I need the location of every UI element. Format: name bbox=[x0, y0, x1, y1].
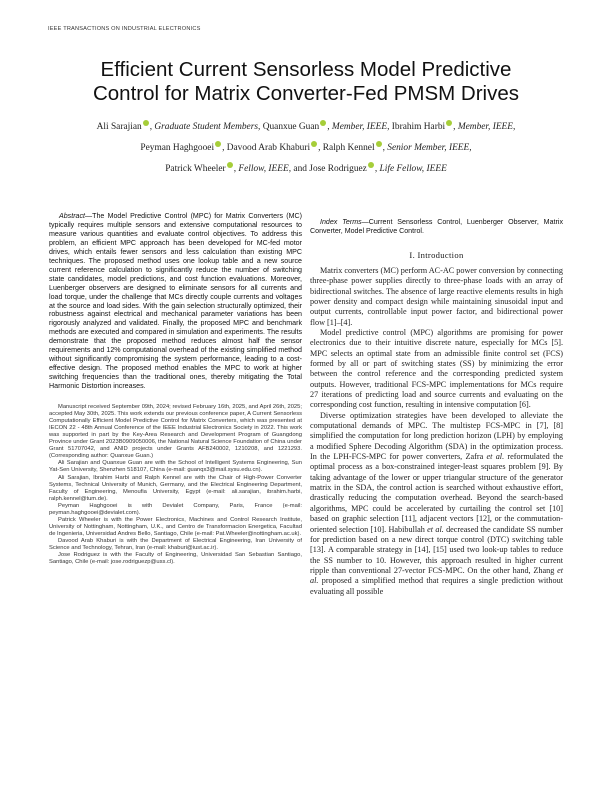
index-terms-label: Index Terms bbox=[320, 218, 362, 226]
intro-paragraph-2: Model predictive control (MPC) algorithms are promising for power electronics due to their intuitive discrete nature, especially for MCs [5]. MPC selects an optimal state from an admissible finite control set (FCS) formed by all or part of switching states (SS) by minimizing the error between the control reference and the corresponding predicted system outputs. However, traditional FCS-MPC implementations for MCs require 27 iterations of predicting load and source currents and evaluating on the corresponding cost function, resulting in intensive computation [6]. bbox=[310, 327, 563, 410]
intro-paragraph-3 bbox=[310, 411, 563, 597]
abstract-text: —The Model Predictive Control (MPC) for Matrix Converters (MC) typically requires multiple sensors and extensive computational resources to measure various quantities and evaluate control objectives. To address this problem, an efficient MPC approach has been developed for MC-fed motor drives, which entails fewer sensors and less calculation than existing MPC techniques. The proposed method uses one lookup table and a new source current reference calculation to significantly reduce the number of switching state candidates, model predictions, and cost function evaluations. Moreover, Luenberger observers are designed to eliminate sensors for all currents and load torque, under the challenge that MCs directly couple currents and voltages at the source and load sides. With the gain selection structurally optimized, their robustness against electrical and mechanical parameter variations has been rigorously analyzed and validated. Finally, the proposed MPC and benchmark methods are executed and compared in simulation and experiments. The results demonstrate that the proposed method reduces almost half the sensor requirements and 12% computational overhead of the existing simplified method without significantly compromising the system performance, leading to a cost-effective design. The proposed method enables the MPC to work at higher switching frequencies than the traditional ones, thereby mitigating the Total Harmonic Distortion increases. bbox=[49, 212, 302, 391]
et-al: et al. bbox=[310, 565, 563, 586]
orcid-icon[interactable] bbox=[311, 141, 317, 147]
author-name: Patrick Wheeler bbox=[165, 164, 226, 174]
footnote-affiliation: Patrick Wheeler is with the Power Electronics, Machines and Control Research Institute, University of Nottingham, Nottingham, U.K., and Centro de Transformacion Energetica, Facultad de Ingenieria, Universidad Andres Bello, Santiago, Chile (e-mail: Pat.Wheeler@nottingham.ac.uk). bbox=[49, 516, 302, 537]
author-name: Quanxue Guan bbox=[262, 122, 320, 132]
footnote-affiliation: Ali Sarajian and Quanxue Guan are with the School of Intelligent Systems Engineering, Sun Yat-Sen University, Shenzhen 518107, China (e-mail: guanqx3@mail.sysu.edu.cn). bbox=[49, 460, 302, 474]
author-membership: Fellow, IEEE, bbox=[238, 164, 292, 174]
title-line-1: Efficient Current Sensorless Model Predictive bbox=[100, 58, 512, 81]
footnote-affiliation: Ali Sarajian, Ibrahim Harbi and Ralph Kennel are with the Chair of High-Power Converter Systems, Technical University of Munich, Germany, and the Electrical Engineering Department, Faculty of Engineering, Menoufia University, Egypt (e-mail: ali.sarajian, ibrahim.harbi, ralph.kennel@tum.de). bbox=[49, 474, 302, 502]
text-run: proposed a simplified method that requires a single prediction without evaluating all possible bbox=[310, 576, 563, 596]
author-list bbox=[28, 117, 584, 180]
author-membership: Life Fellow, IEEE bbox=[379, 164, 447, 174]
orcid-icon[interactable] bbox=[143, 120, 149, 126]
orcid-icon[interactable] bbox=[376, 141, 382, 147]
et-al: et al. bbox=[486, 452, 505, 462]
author-membership: Member, IEEE, bbox=[331, 122, 390, 132]
author-name: Ali Sarajian bbox=[96, 122, 142, 132]
author-conjunction: and bbox=[293, 164, 307, 174]
footnotes bbox=[49, 404, 302, 566]
footnote-manuscript: Manuscript received September 09th, 2024; revised February 16th, 2025, and April 26th, 2025; accepted May 30th, 2025. This work extends our previous conference paper, A Current Sensorless Computationally Efficient Model Predictive Control for Matrix Converters, which was presented at IECON 22 - 48th Annual Conference of the IEEE Industrial Electronics Society in 2022. This work was supported in part by the Key-Area Research and Development Program of Guangdong Province under Grant 2023B0909050006, the National Natural Science Foundation of China under Grant 51707042, and ANID projects under Grants AFB240002, 1210208, and 1221293. (Corresponding author: Quanxue Guan.) bbox=[49, 404, 302, 460]
title-line-2: Control for Matrix Converter-Fed PMSM Drives bbox=[92, 82, 520, 105]
author-name: Jose Rodriguez bbox=[309, 164, 367, 174]
section-heading: I. Introduction bbox=[409, 249, 464, 260]
footnote-affiliation: Jose Rodriguez is with the Faculty of Engineering, Universidad San Sebastian Santiago, Santiago, Chile (e-mail: jose.rodriguezp@uss.cl). bbox=[49, 552, 302, 566]
orcid-icon[interactable] bbox=[446, 120, 452, 126]
author-name: Davood Arab Khaburi bbox=[226, 143, 311, 153]
right-column bbox=[310, 212, 563, 597]
orcid-icon[interactable] bbox=[368, 162, 374, 168]
orcid-icon[interactable] bbox=[215, 141, 221, 147]
journal-header: IEEE TRANSACTIONS ON INDUSTRIAL ELECTRONICS bbox=[48, 26, 201, 32]
intro-paragraph-1: Matrix converters (MC) perform AC-AC power conversion by connecting three-phase power supplies directly to three-phase loads with an array of bidirectional switches. The absence of large reactive elements results in high power density and compact design while maintaining sinusoidal input and output currents, controllable input power factor, and bidirectional power flow [1]–[4]. bbox=[310, 265, 563, 327]
abstract-label: Abstract bbox=[59, 212, 86, 220]
paper-title bbox=[40, 58, 572, 106]
index-terms-text: —Current Sensorless Control, Luenberger Observer, Matrix Converter, Model Predictive Control. bbox=[310, 218, 563, 235]
author-name: Peyman Haghgooei bbox=[140, 143, 215, 153]
orcid-icon[interactable] bbox=[320, 120, 326, 126]
author-membership: Member, IEEE, bbox=[457, 122, 516, 132]
author-name: Ibrahim Harbi bbox=[391, 122, 446, 132]
text-run: reformulated the optimal process as a box-constrained integer-least squares problem [9]. By taking advantage of the lower or upper triangular structure of the generator matrix in the SDA, the control action is searched without exhaustive effort, drastically reducing the computation overhead. Beyond the search-based algorithms, MPC could be accelerated by curtailing the control set [10] based on graphic selection [11], adjacent vectors [12], or the commutation-oriented selection [10]. Habibullah bbox=[310, 452, 564, 534]
footnote-affiliation: Davood Arab Khaburi is with the Department of Electrical Engineering, Iran University of Science and Technology, Tehran, Iran (e-mail: khaburi@iust.ac.ir). bbox=[49, 537, 302, 551]
index-terms bbox=[310, 218, 563, 236]
text-run: decreased the candidate SS number for prediction based on a new direct torque control (DTC) switching table [13]. A comparable strategy in [14], [15] used two look-up tables to reduce the SS number to 10. However, this approach resulted in higher current ripple than conventional 27-vector FCS-MPC. On the other hand, Zhang bbox=[310, 524, 563, 575]
text-run: Diverse optimization strategies have been developed to alleviate the computational demands of MPC. The multistep FCS-MPC in [7], [8] simplified the computation for long prediction horizon (LPH) by employing a modified Sphere Decoding Algorithm (SDA) in the optimization process. In the LPH-FCS-MPC for power converters, Zafra bbox=[310, 410, 563, 462]
author-membership: Senior Member, IEEE, bbox=[387, 143, 472, 153]
footnote-affiliation: Peyman Haghgooei is with Devialet Company, Paris, France (e-mail: peyman.haghgooei@devialet.com). bbox=[49, 502, 302, 516]
author-line-3: Patrick Wheeler , Fellow, IEEE, and Jose Rodriguez , Life Fellow, IEEE bbox=[165, 164, 447, 174]
author-membership: Graduate Student Members, bbox=[154, 122, 261, 132]
author-line-2: Peyman Haghgooei , Davood Arab Khaburi , Ralph Kennel , Senior Member, IEEE, bbox=[140, 143, 472, 153]
author-name: Ralph Kennel bbox=[322, 143, 375, 153]
abstract bbox=[49, 212, 302, 391]
orcid-icon[interactable] bbox=[227, 162, 233, 168]
left-column bbox=[49, 212, 302, 566]
et-al: et al. bbox=[427, 524, 444, 534]
author-line-1: Ali Sarajian , Graduate Student Members, Quanxue Guan , Member, IEEE, Ibrahim Harbi , Member, IEEE, bbox=[96, 122, 516, 132]
